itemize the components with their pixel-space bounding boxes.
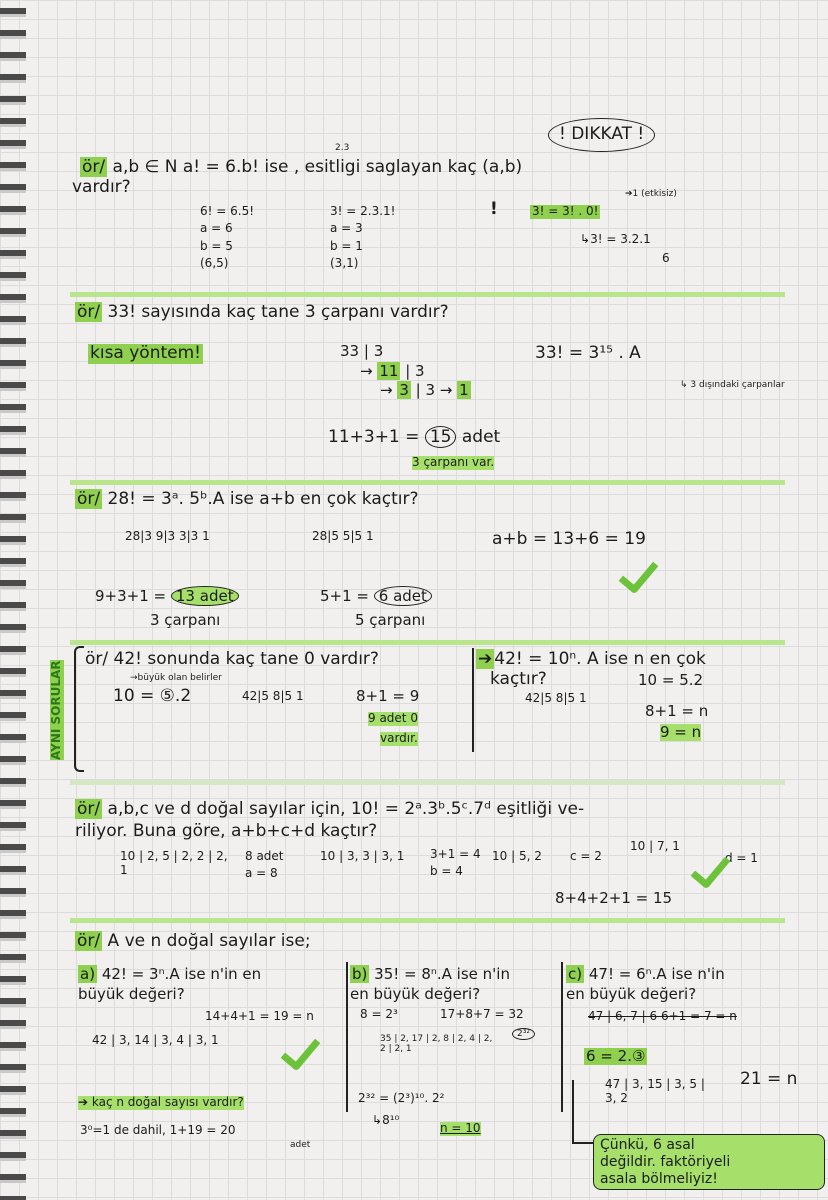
note: 2.3: [335, 143, 350, 153]
q2-sum-note: 3 çarpanı var.: [412, 455, 495, 469]
q5-total: 8+4+2+1 = 15: [555, 889, 673, 907]
dikkat-note: ! DIKKAT !: [548, 118, 655, 152]
q6c-eq: 6 = 2.③: [586, 1047, 646, 1065]
q6a-note: ➔ kaç n doğal sayısı vardır?: [78, 1095, 244, 1109]
q1-expansion: ↳3! = 3.2.1: [580, 232, 651, 246]
q1-solution-2: 3! = 2.3.1! a = 3 b = 1 (3,1): [330, 204, 396, 271]
q2-method: kısa yöntem!: [90, 343, 201, 363]
q1-highlight: 3! = 3! . 0!: [532, 204, 599, 218]
checkmark-icon: [619, 553, 659, 595]
q6b-eq2: 2³² = (2³)¹⁰. 2²: [358, 1091, 445, 1105]
example-tag: ör/: [82, 157, 106, 177]
q6c-explanation-box: Çünkü, 6 asal değildir. faktöriyeli asala bölmeliyiz!: [593, 1134, 825, 1190]
q3-division-2: 28|5 5|5 1: [312, 529, 374, 543]
arrow-connector: [572, 1080, 594, 1144]
column-divider: [561, 962, 563, 1112]
q6b-eq: 8 = 2³: [360, 1007, 398, 1021]
q2-division: 33 | 3 → 11 | 3 → 3 | 3 → 1: [340, 342, 469, 399]
q6b-sum: 17+8+7 = 32: [440, 1007, 524, 1021]
q6b-eq3: ↳8¹⁰: [372, 1113, 400, 1127]
q6a-sum: 14+4+1 = 19 = n: [205, 1009, 314, 1023]
q4-right-question: ➔ 42! = 10ⁿ. A ise n en çok: [478, 649, 706, 669]
q2-result: 33! = 3¹⁵ . A: [535, 343, 641, 363]
q6c-struck: 47 | 6, 7 | 6 6+1 = 7 = n: [588, 1009, 737, 1023]
divider: [70, 780, 785, 785]
q5-division-d: 10 | 7, 1: [630, 839, 680, 853]
q5-result-b: 3+1 = 4 b = 4: [430, 847, 481, 878]
q3-sum-1: 9+3+1 = 13 adet: [95, 588, 239, 605]
q6-intro: ör/ A ve n doğal sayılar ise;: [77, 931, 311, 951]
q3-question: ör/ 28! = 3ᵃ. 5ᵇ.A ise a+b en çok kaçtır?: [77, 489, 419, 509]
q4-answer-2: vardır.: [380, 731, 418, 745]
q4-sum: 8+1 = 9: [356, 687, 420, 705]
q6b-question: b) 35! = 8ⁿ.A ise n'in: [352, 965, 510, 983]
q6b-answer: n = 10: [440, 1121, 481, 1135]
q4-right-sum: 8+1 = n: [645, 702, 709, 720]
q5-line2: riliyor. Buna göre, a+b+c+d kaçtır?: [75, 821, 378, 841]
q6a-question: a) 42! = 3ⁿ.A ise n'in en: [80, 965, 262, 983]
divider: [70, 292, 785, 297]
q4-answer: 9 adet 0: [368, 711, 418, 725]
q5-division-b: 10 | 3, 3 | 3, 1: [320, 849, 405, 863]
q3-division-1: 28|3 9|3 3|3 1: [125, 529, 210, 543]
q1-solution-1: 6! = 6.5! a = 6 b = 5 (6,5): [200, 204, 255, 271]
q4-right-eq: 10 = 5.2: [638, 671, 704, 689]
checkmark-icon: [281, 1030, 321, 1072]
divider: [70, 640, 785, 645]
q2-question: ör/ 33! sayısında kaç tane 3 çarpanı vardır?: [77, 302, 449, 322]
q6a-question-2: büyük değeri?: [78, 985, 185, 1003]
bracket: [74, 646, 84, 772]
side-label: AYNI SORULAR: [49, 660, 63, 760]
q6a-division: 42 | 3, 14 | 3, 4 | 3, 1: [92, 1033, 219, 1047]
q6b-division: 35 | 2, 17 | 2, 8 | 2, 4 | 2, 2 | 2, 1: [380, 1034, 493, 1055]
divider: [70, 918, 785, 923]
q5-result-c: c = 2: [570, 849, 602, 863]
q6b-circled: 2³²: [512, 1028, 535, 1040]
q4-eq-note: →büyük olan belirler: [130, 673, 222, 683]
column-divider: [472, 648, 474, 752]
q2-sum: 11+3+1 = 15 adet: [328, 427, 501, 447]
q3-sum-2: 5+1 = 6 adet: [320, 588, 432, 605]
warning-icon: !: [490, 199, 498, 219]
q6c-question: c) 47! = 6ⁿ.A ise n'in: [568, 965, 725, 983]
spiral-binding: [0, 0, 26, 1200]
q6c-division: 47 | 3, 15 | 3, 5 | 3, 2: [605, 1077, 705, 1105]
q4-right-question-2: kaçtır?: [490, 669, 547, 689]
q1-line1: a,b ∈ N a! = 6.b! ise , esitligi saglayan kaç (a,b): [112, 157, 523, 177]
q4-right-division: 42|5 8|5 1: [525, 691, 587, 705]
q6c-question-2: en büyük değeri?: [566, 985, 697, 1003]
q3-sum-2-note: 5 çarpanı: [355, 611, 426, 629]
q4-question: ör/ 42! sonunda kaç tane 0 vardır?: [85, 649, 379, 669]
q4-eq: 10 = ⑤.2: [113, 686, 192, 706]
q6c-answer: 21 = n: [740, 1069, 798, 1089]
q3-sum-1-note: 3 çarpanı: [150, 611, 221, 629]
q6b-question-2: en büyük değeri?: [350, 985, 481, 1003]
q1-line2: vardır?: [72, 177, 131, 197]
q6a-answer-unit: adet: [290, 1140, 311, 1150]
q3-answer: a+b = 13+6 = 19: [492, 529, 646, 549]
q4-division: 42|5 8|5 1: [242, 689, 304, 703]
q2-note: ↳ 3 dışındaki çarpanlar: [680, 380, 785, 390]
divider: [70, 480, 785, 485]
q1-arrow-note: ➔1 (etkisiz): [625, 189, 677, 199]
column-divider: [346, 962, 348, 1112]
q5-result-d: d = 1: [725, 851, 758, 865]
q1-expansion-sub: 6: [662, 251, 670, 265]
q4-right-answer: 9 = n: [660, 723, 702, 741]
q5-result-a: 8 adet a = 8: [245, 849, 284, 880]
q1-question: [80, 158, 522, 178]
q6a-answer: 3⁰=1 de dahil, 1+19 = 20: [80, 1123, 236, 1137]
q5-division-a: 10 | 2, 5 | 2, 2 | 2, 1: [120, 849, 228, 877]
q5-line1: ör/ a,b,c ve d doğal sayılar için, 10! = 2ᵃ.3ᵇ.5ᶜ.7ᵈ eşitliği ve-: [77, 799, 585, 819]
q5-division-c: 10 | 5, 2: [492, 849, 542, 863]
